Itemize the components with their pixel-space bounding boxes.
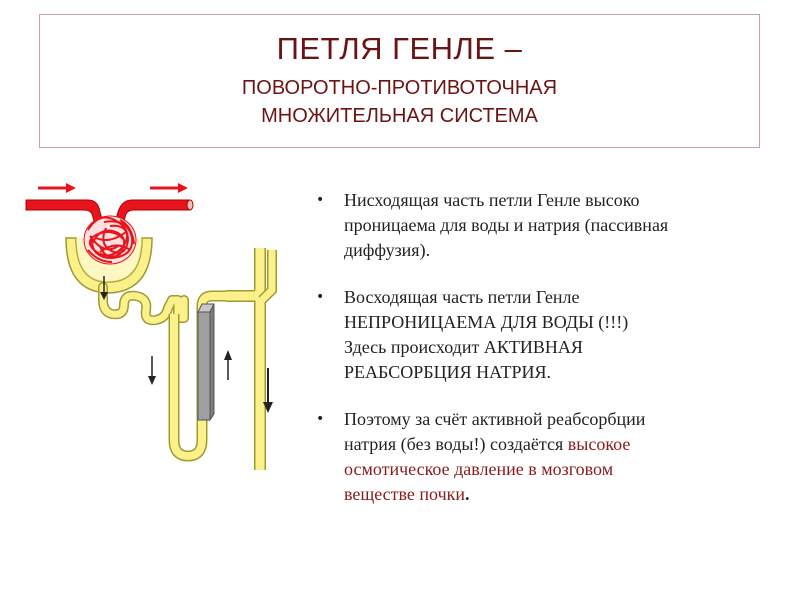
- bullet-1-line-3: диффузия).: [344, 240, 431, 260]
- bullet-2-line-3: Здесь происходит АКТИВНАЯ: [344, 337, 583, 357]
- bullet-2-line-1: Восходящая часть петли Генле: [344, 287, 580, 307]
- bullet-2: [316, 285, 776, 385]
- bullet-3-highlight-inline: высокое: [567, 434, 631, 454]
- bullet-2-line-2: НЕПРОНИЦАЕМА ДЛЯ ВОДЫ (!!!): [344, 312, 629, 332]
- bullet-1-line-1: Нисходящая часть петли Генле высоко: [344, 190, 640, 210]
- title-box: [39, 14, 760, 148]
- bullet-3-line-4-text: веществе почки: [344, 484, 466, 504]
- glomerulus: [84, 216, 136, 264]
- bullet-dot-icon: •: [316, 289, 325, 305]
- bullet-3-line-4: [344, 482, 776, 507]
- bullet-2-line-4: РЕАБСОРБЦИЯ НАТРИЯ.: [344, 362, 551, 382]
- bullet-3-end: .: [465, 484, 470, 504]
- bullet-3-line-2-text: натрия (без воды!) создаётся: [344, 434, 568, 454]
- flow-arrow-in-icon: [38, 183, 76, 193]
- bullet-1-line-2: проницаема для воды и натрия (пассивная: [344, 215, 669, 235]
- bullet-dot-icon: •: [316, 411, 325, 427]
- descending-flow-arrow-icon: [148, 356, 156, 385]
- bullet-1: [316, 188, 776, 263]
- bullet-3-line-2: [344, 432, 776, 457]
- slide-subtitle-line-1: ПОВОРОТНО-ПРОТИВОТОЧНАЯ: [241, 77, 558, 99]
- ascending-limb-wall: [198, 312, 210, 420]
- slide-title: ПЕТЛЯ ГЕНЛЕ –: [276, 31, 523, 66]
- ascending-flow-arrow-icon: [224, 350, 232, 380]
- nephron-diagram: [0, 170, 310, 470]
- bullet-3-line-1: Поэтому за счёт активной реабсорбции: [344, 409, 646, 429]
- bullet-list: [316, 188, 776, 529]
- flow-arrow-out-icon: [150, 183, 188, 193]
- slide-subtitle-line-2: МНОЖИТЕЛЬНАЯ СИСТЕМА: [261, 105, 538, 127]
- bullet-dot-icon: •: [316, 192, 325, 208]
- bullet-3: [316, 407, 776, 507]
- bullet-3-line-3: осмотическое давление в мозговом: [344, 459, 614, 479]
